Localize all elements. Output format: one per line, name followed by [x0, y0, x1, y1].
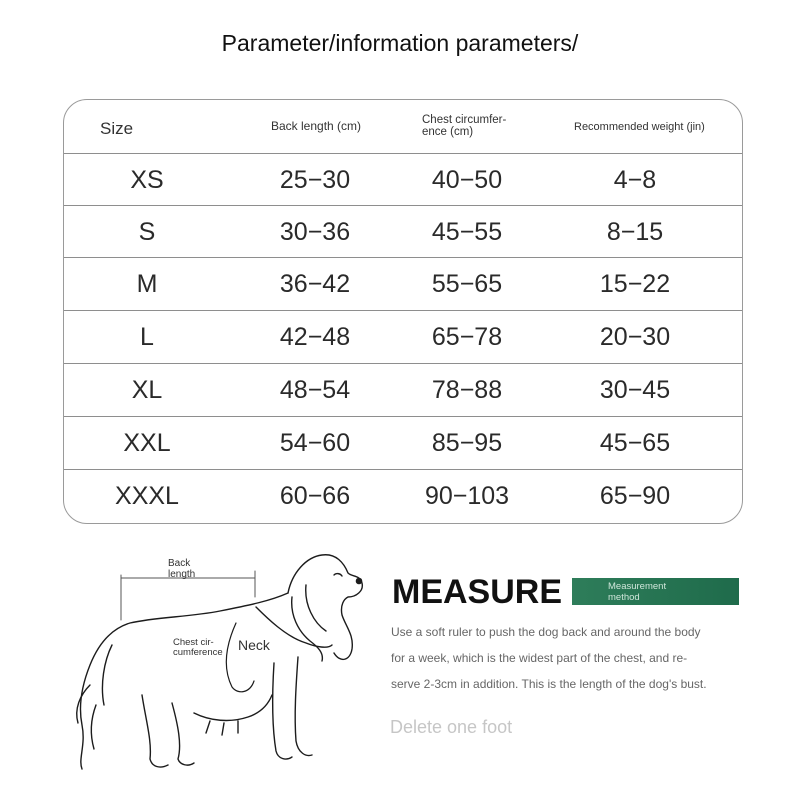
- chest-cell: 45−55: [431, 218, 503, 246]
- weight-cell: 15−22: [599, 270, 671, 298]
- measurement-tag-line1: Measurement: [608, 581, 667, 592]
- back-label-line2: length: [168, 569, 196, 580]
- dog-eye: [334, 574, 342, 576]
- size-cell: XL: [131, 376, 163, 404]
- size-cell: XS: [130, 166, 164, 194]
- back-length-cell: 36−42: [279, 270, 351, 298]
- dog-front-leg: [273, 657, 312, 759]
- measurement-tag-line2: method: [608, 592, 640, 603]
- header-chest-line1: Chest circumfer-: [422, 114, 507, 126]
- weight-cell: 30−45: [599, 376, 671, 404]
- measure-heading: MEASURE: [392, 573, 563, 611]
- dog-tail-fur: [77, 685, 96, 749]
- back-length-cell: 42−48: [279, 323, 351, 351]
- table-row: [64, 205, 742, 257]
- instruction-line: serve 2-3cm in addition. This is the length of the dog's bust.: [391, 677, 707, 691]
- dog-hind-leg: [142, 695, 194, 767]
- weight-cell: 45−65: [599, 429, 671, 457]
- instruction-line: for a week, which is the widest part of the chest, and re-: [391, 651, 688, 665]
- chest-cell: 90−103: [424, 482, 510, 510]
- chest-circumference-label: [173, 638, 223, 658]
- table-row: [64, 363, 742, 415]
- header-chest-circumference: [422, 114, 532, 138]
- back-length-cell: 48−54: [279, 376, 351, 404]
- size-chart-table: [63, 99, 743, 524]
- measurement-method-tag: [572, 578, 739, 605]
- chest-label-line1: Chest cir-: [173, 637, 214, 648]
- weight-cell: 4−8: [613, 166, 657, 194]
- chest-strap: [226, 623, 254, 692]
- header-chest-line2: ence (cm): [422, 126, 474, 138]
- back-length-label: [168, 558, 195, 580]
- chest-cell: 40−50: [431, 166, 503, 194]
- table-row: [64, 310, 742, 362]
- header-size: Size: [100, 119, 134, 138]
- back-label-line1: Back: [168, 558, 191, 569]
- weight-cell: 65−90: [599, 482, 671, 510]
- table-row: [64, 257, 742, 309]
- measurement-instructions: [391, 619, 751, 697]
- chest-cell: 55−65: [431, 270, 503, 298]
- footer-note: Delete one foot: [390, 717, 513, 737]
- size-cell: XXL: [123, 429, 171, 457]
- back-length-cell: 25−30: [279, 166, 351, 194]
- neck-label: Neck: [238, 637, 270, 653]
- chest-label-line2: cumference: [173, 647, 223, 658]
- back-length-cell: 54−60: [279, 429, 351, 457]
- instruction-line: Use a soft ruler to push the dog back and around the body: [391, 625, 701, 639]
- dog-nose: [356, 578, 361, 583]
- chest-cell: 85−95: [431, 429, 503, 457]
- measurement-method-text: [608, 581, 666, 603]
- chest-cell: 78−88: [431, 376, 503, 404]
- size-cell: L: [140, 323, 154, 351]
- table-header: [64, 100, 742, 154]
- weight-cell: 8−15: [606, 218, 664, 246]
- header-back-length: Back length (cm): [271, 119, 362, 133]
- page-title: Parameter/information parameters/: [221, 30, 579, 56]
- size-cell: S: [138, 218, 156, 246]
- dog-body-outline: [80, 593, 288, 769]
- back-length-cell: 60−66: [279, 482, 351, 510]
- header-recommended-weight: Recommended weight (jin): [574, 121, 705, 133]
- dog-ear-outline: [292, 585, 326, 661]
- table-row: [64, 416, 742, 468]
- size-cell: XXXL: [115, 482, 179, 510]
- table-row: [64, 153, 742, 205]
- dog-head-outline: [288, 555, 362, 660]
- back-length-cell: 30−36: [279, 218, 351, 246]
- dog-measurement-illustration: [60, 545, 370, 785]
- table-row: [64, 469, 742, 524]
- dog-belly-fur: [194, 695, 272, 735]
- size-cell: M: [136, 270, 158, 298]
- weight-cell: 20−30: [599, 323, 671, 351]
- chest-cell: 65−78: [431, 323, 503, 351]
